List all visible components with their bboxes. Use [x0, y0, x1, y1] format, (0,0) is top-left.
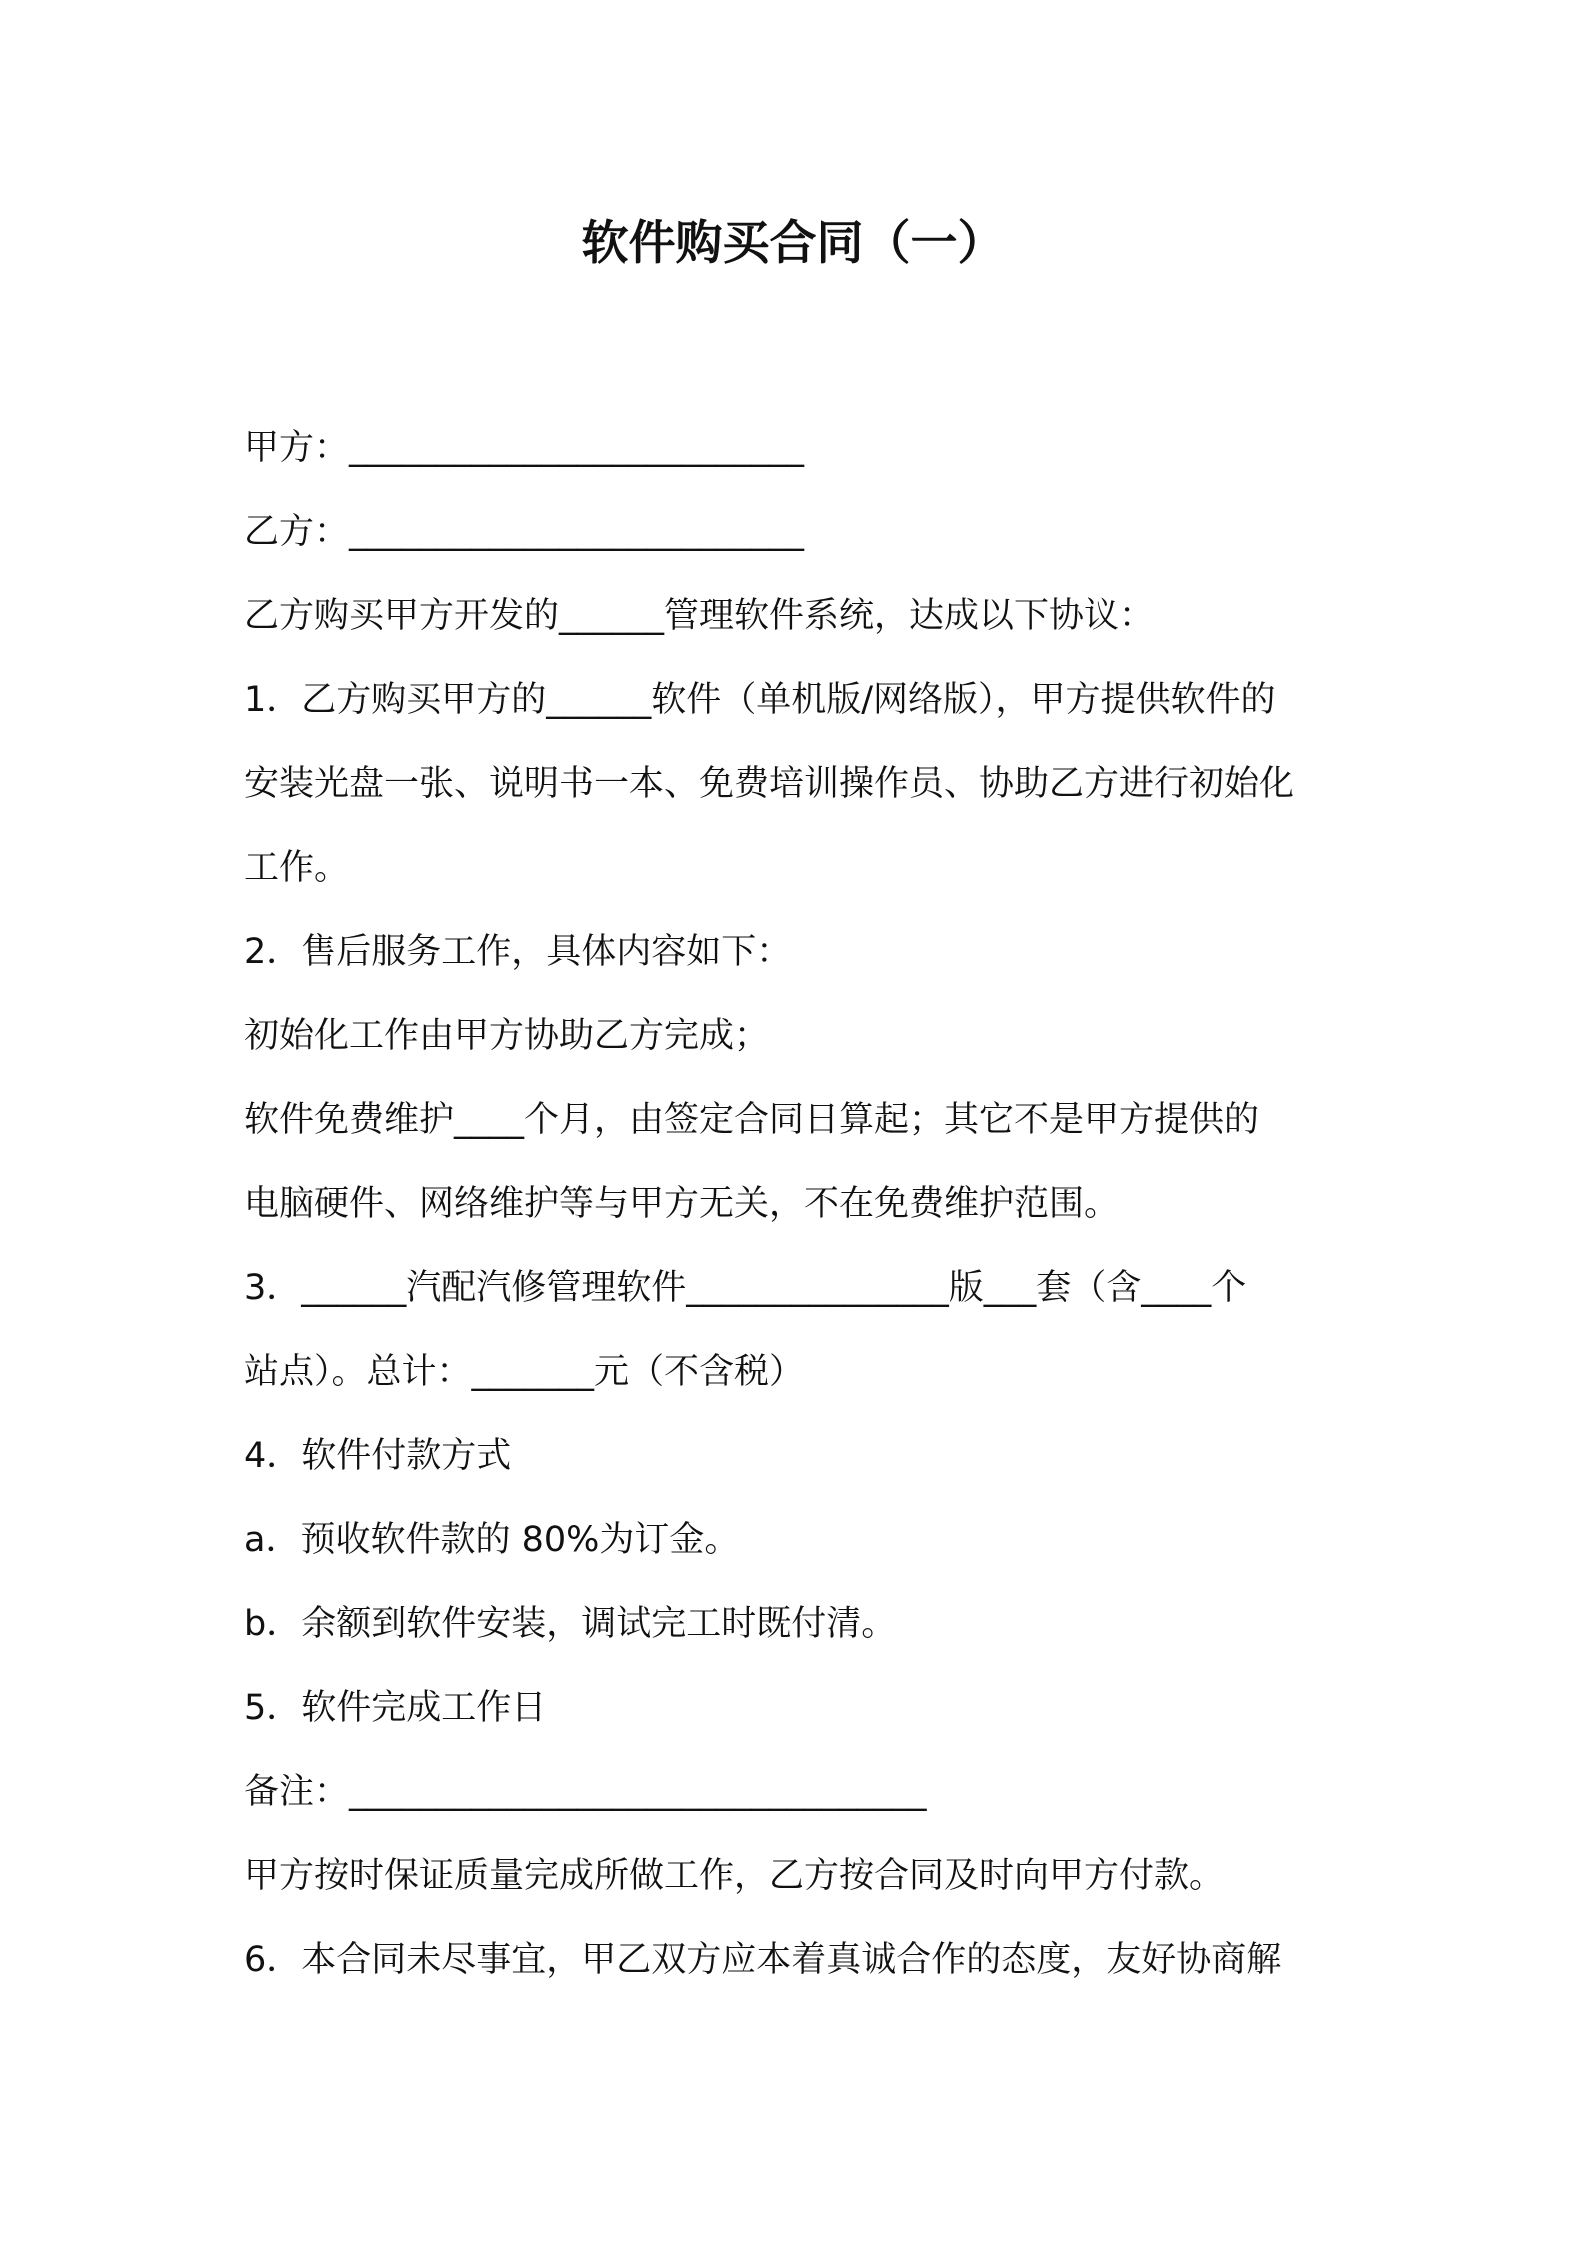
clause-2-heading: 2．售后服务工作，具体内容如下： [244, 932, 792, 972]
clause-6-line-1: 6．本合同未尽事宜，甲乙双方应本着真诚合作的态度，友好协商解 [244, 1940, 1282, 1980]
party-b-line: 乙方：__________________________ [244, 512, 805, 552]
clause-4-item-b: b．余额到软件安装，调试完工时既付清。 [244, 1604, 897, 1644]
clause-1-line-3: 工作。 [244, 848, 350, 888]
clause-2-item-2-line-2: 电脑硬件、网络维护等与甲方无关，不在免费维护范围。 [244, 1184, 1120, 1224]
clause-1-line-2: 安装光盘一张、说明书一本、免费培训操作员、协助乙方进行初始化 [244, 764, 1295, 804]
clause-5-heading: 5．软件完成工作日 [244, 1688, 547, 1728]
clause-4-heading: 4．软件付款方式 [244, 1436, 512, 1476]
agreement-intro: 乙方购买甲方开发的______管理软件系统，达成以下协议： [244, 596, 1155, 636]
party-a-line: 甲方：__________________________ [244, 428, 805, 468]
clause-5-text: 甲方按时保证质量完成所做工作，乙方按合同及时向甲方付款。 [244, 1856, 1225, 1896]
clause-4-item-a: a．预收软件款的 80%为订金。 [244, 1520, 740, 1560]
clause-2-item-1: 初始化工作由甲方协助乙方完成； [244, 1016, 770, 1056]
remarks-line: 备注：_________________________________ [244, 1772, 927, 1812]
clause-3-line-1: 3．______汽配汽修管理软件_______________版___套（含____个 [244, 1268, 1247, 1308]
document-title: 软件购买合同（一） [581, 216, 1005, 271]
clause-2-item-2-line-1: 软件免费维护____个月，由签定合同日算起；其它不是甲方提供的 [244, 1100, 1260, 1140]
document-body [244, 406, 1364, 2002]
clause-1-line-1: 1．乙方购买甲方的______软件（单机版/网络版），甲方提供软件的 [244, 680, 1276, 720]
clause-3-line-2: 站点）。总计：_______元（不含税） [244, 1352, 805, 1392]
